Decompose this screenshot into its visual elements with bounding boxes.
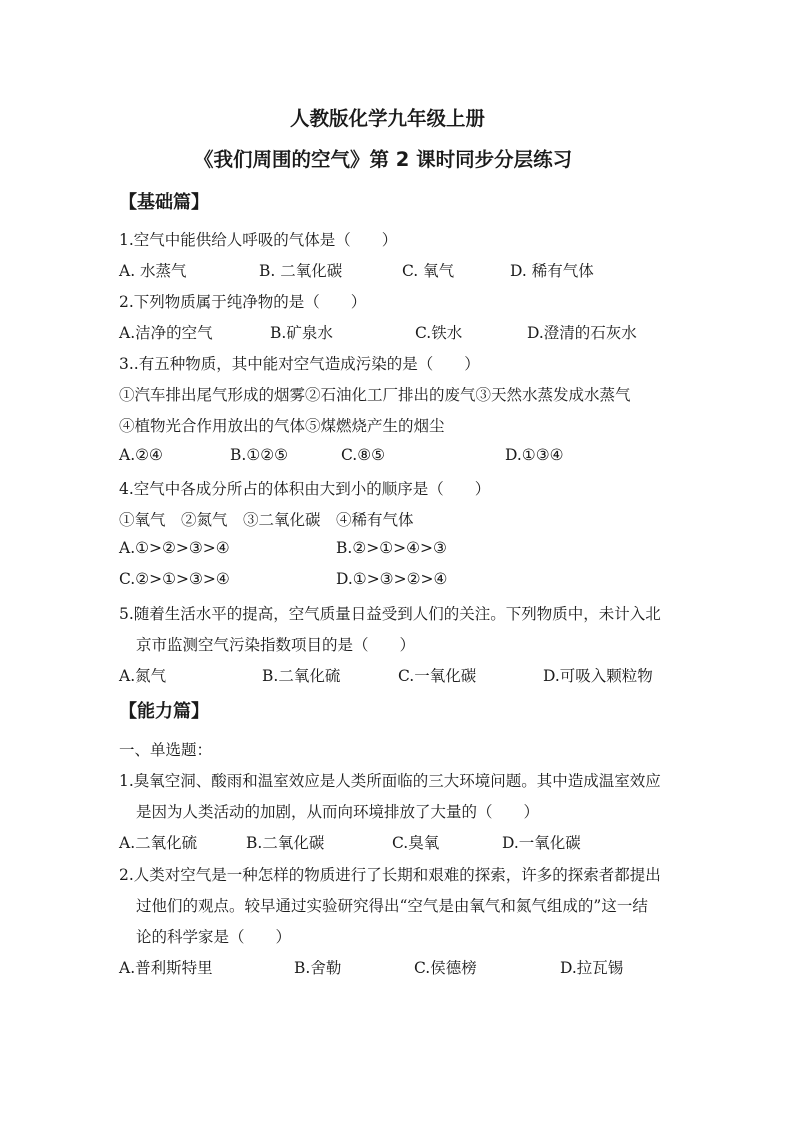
question-2-stem: 2.下列物质属于纯净物的是（ ） [119,293,367,311]
question-4-items: ①氧气 ②氮气 ③二氧化碳 ④稀有气体 [119,511,414,529]
question-3-option-c: C.⑧⑤ [341,446,386,464]
question-4-option-c: C.②>①>③>④ [119,570,230,588]
ability-question-2-stem-line1: 2.人类对空气是一种怎样的物质进行了长期和艰难的探索，许多的探索者都提出 [119,866,661,884]
ability-question-2-stem-line3: 论的科学家是（ ） [136,928,292,946]
page-title-line2: 《我们周围的空气》第 2 课时同步分层练习 [194,148,573,171]
section-heading-ability: 【能力篇】 [119,701,209,722]
ability-question-2-stem-line2: 过他们的观点。较早通过实验研究得出“空气是由氧气和氮气组成的”这一结 [136,897,648,915]
question-4-option-a: A.①>②>③>④ [119,539,230,557]
ability-question-2-option-b: B.舍勒 [294,959,342,977]
ability-question-2-option-a: A.普利斯特里 [119,959,213,977]
question-3-stem: 3..有五种物质，其中能对空气造成污染的是（ ） [119,355,480,373]
question-2-option-d: D.澄清的石灰水 [527,324,637,342]
section-heading-basic: 【基础篇】 [119,192,209,213]
ability-question-1-option-d: D.一氧化碳 [502,834,581,852]
question-1-stem: 1.空气中能供给人呼吸的气体是（ ） [119,231,398,249]
question-2-option-b: B.矿泉水 [270,324,333,342]
question-3-items-line1: ①汽车排出尾气形成的烟雾②石油化工厂排出的废气③天然水蒸发成水蒸气 [119,386,631,404]
ability-question-1-option-c: C.臭氧 [392,834,440,852]
question-5-stem-line1: 5.随着生活水平的提高，空气质量日益受到人们的关注。下列物质中，未计入北 [119,605,661,623]
question-5-option-d: D.可吸入颗粒物 [543,667,653,685]
question-3-option-a: A.②④ [119,446,163,464]
ability-question-1-stem-line2: 是因为人类活动的加剧，从而向环境排放了大量的（ ） [136,803,540,821]
subsection-heading-single-choice: 一、单选题： [119,741,213,759]
ability-question-1-option-b: B.二氧化碳 [246,834,325,852]
question-4-stem: 4.空气中各成分所占的体积由大到小的顺序是（ ） [119,480,491,498]
question-4-option-b: B.②>①>④>③ [336,539,447,557]
question-3-option-b: B.①②⑤ [230,446,289,464]
ability-question-1-stem-line1: 1.臭氧空洞、酸雨和温室效应是人类所面临的三大环境问题。其中造成温室效应 [119,772,661,790]
question-1-option-a: A. 水蒸气 [119,262,187,280]
question-1-option-b: B. 二氧化碳 [259,262,343,280]
ability-question-2-option-c: C.侯德榜 [414,959,477,977]
question-3-items-line2: ④植物光合作用放出的气体⑤煤燃烧产生的烟尘 [119,417,445,435]
ability-question-1-option-a: A.二氧化硫 [119,834,198,852]
question-5-option-b: B.二氧化硫 [262,667,341,685]
question-3-option-d: D.①③④ [505,446,564,464]
question-1-option-c: C. 氧气 [402,262,455,280]
ability-question-2-option-d: D.拉瓦锡 [560,959,624,977]
question-5-stem-line2: 京市监测空气污染指数项目的是（ ） [136,636,416,654]
page-title-line1: 人教版化学九年级上册 [290,107,486,130]
question-1-option-d: D. 稀有气体 [510,262,594,280]
question-5-option-c: C.一氧化碳 [398,667,477,685]
question-2-option-a: A.洁净的空气 [119,324,213,342]
question-4-option-d: D.①>③>②>④ [336,570,448,588]
question-2-option-c: C.铁水 [415,324,463,342]
question-5-option-a: A.氮气 [119,667,167,685]
